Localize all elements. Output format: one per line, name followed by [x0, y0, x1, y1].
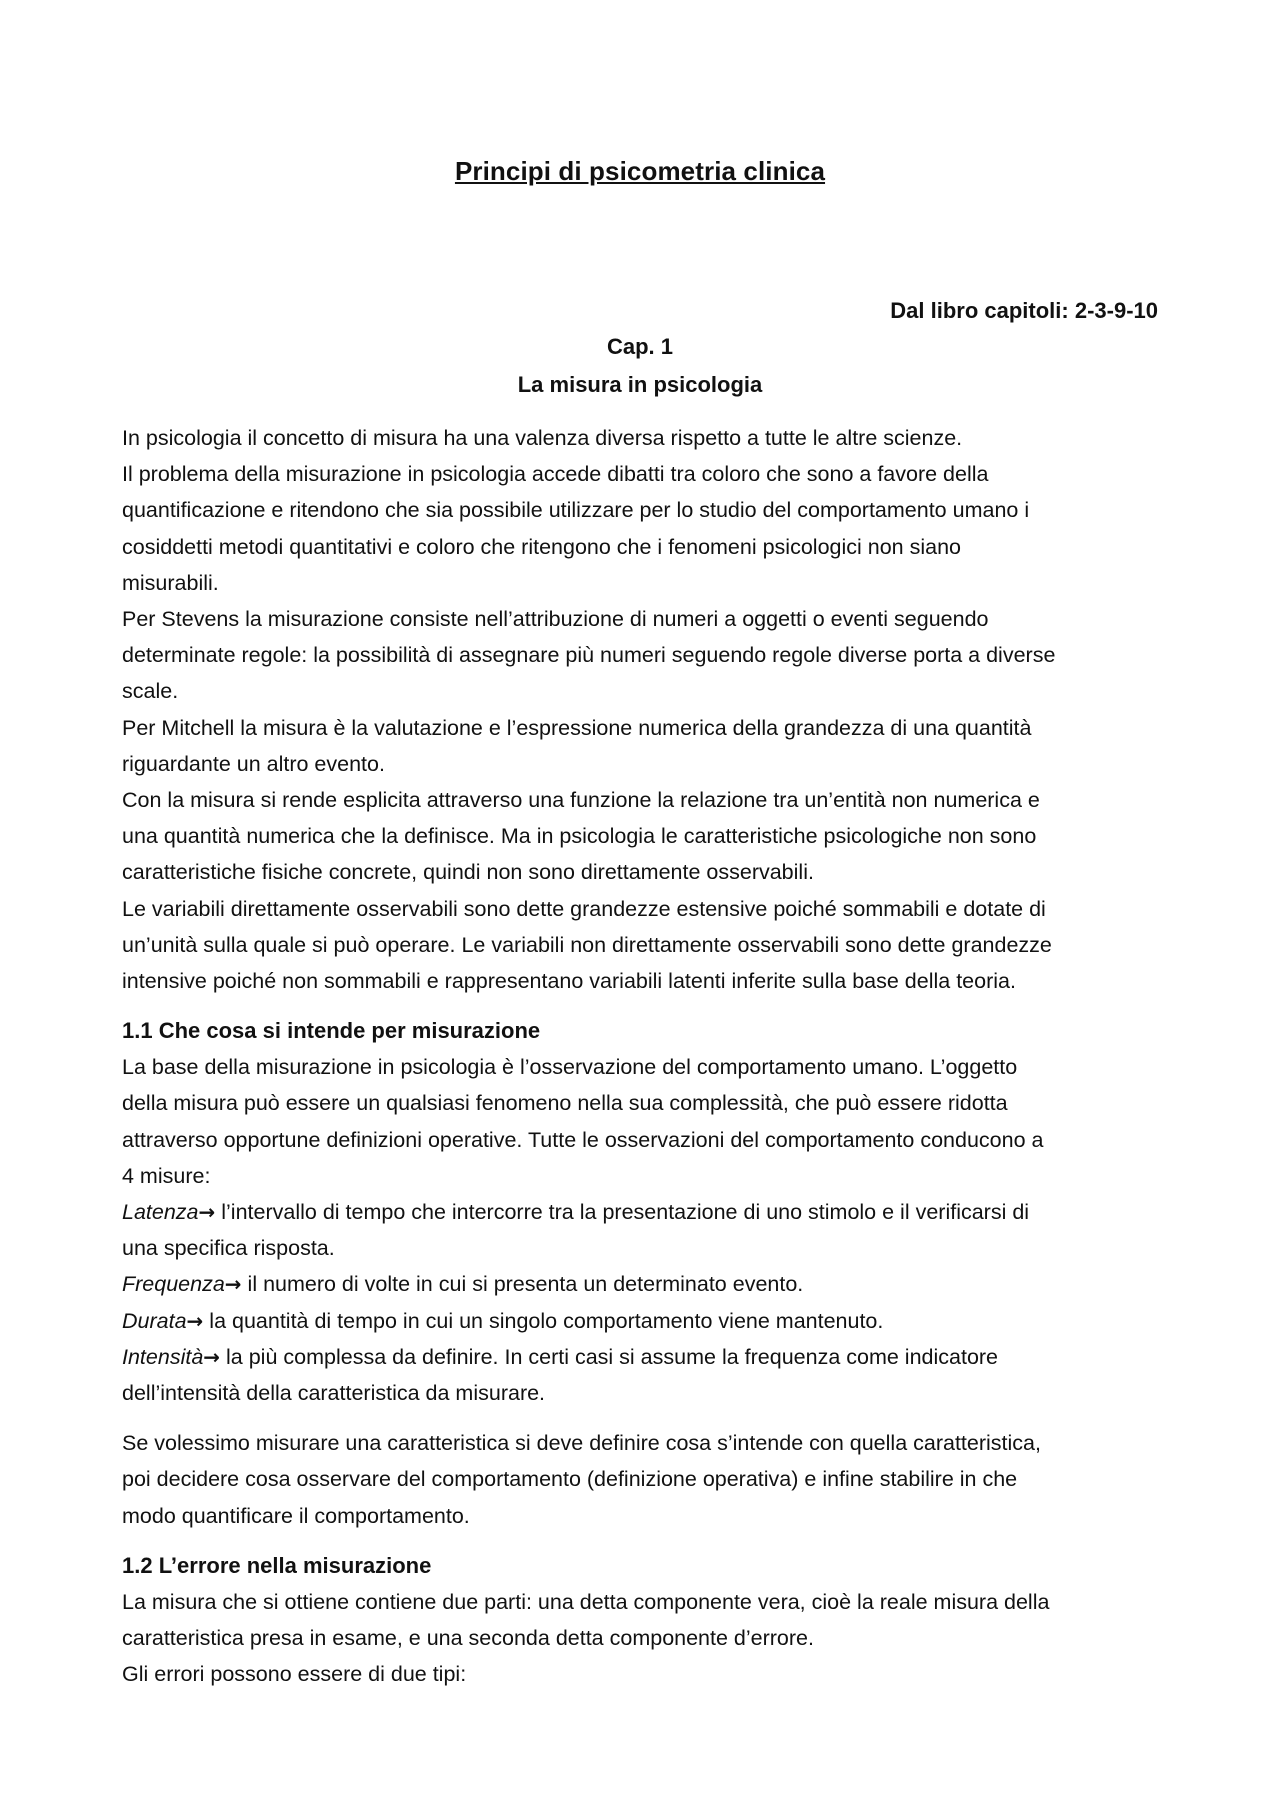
text-line: caratteristica presa in esame, e una seconda detta componente d’errore. — [122, 1626, 814, 1651]
text-line: La misura che si ottiene contiene due parti: una detta componente vera, cioè la reale misura della — [122, 1589, 1050, 1614]
text-line: Con la misura si rende esplicita attraverso una funzione la relazione tra un’entità non numerica e — [122, 788, 1040, 813]
text-line: modo quantificare il comportamento. — [122, 1503, 470, 1528]
intro-paragraph — [122, 420, 1158, 999]
measure-latenza — [122, 1194, 1158, 1230]
text-line: Per Mitchell la misura è la valutazione e l’espressione numerica della grandezza di una quantità — [122, 715, 1032, 740]
text-line: Le variabili direttamente osservabili sono dette grandezze estensive poiché sommabili e dotate di — [122, 896, 1046, 921]
chapter-title: La misura in psicologia — [517, 372, 763, 397]
text-line: quantificazione e ritendono che sia possibile utilizzare per lo studio del comportamento umano i — [122, 498, 1030, 523]
measure-term: Durata — [122, 1308, 187, 1333]
text-line: dell’intensità della caratteristica da misurare. — [122, 1381, 546, 1406]
section-1-1-closing-paragraph — [122, 1425, 1158, 1534]
text-line: intensive poiché non sommabili e rappresentano variabili latenti inferite sulla base della teoria. — [122, 969, 1016, 994]
measure-definition: il numero di volte in cui si presenta un determinato evento. — [241, 1272, 804, 1297]
section-heading-1-1: 1.1 Che cosa si intende per misurazione — [122, 1018, 541, 1044]
text-line: attraverso opportune definizioni operative. Tutte le osservazioni del comportamento conducono a — [122, 1127, 1044, 1152]
text-line: Se volessimo misurare una caratteristica si deve definire cosa s’intende con quella caratteristica, — [122, 1431, 1041, 1456]
section-1-2-paragraph — [122, 1584, 1158, 1693]
text-line: 4 misure: — [122, 1163, 211, 1188]
measure-term: Intensità — [122, 1344, 204, 1369]
text-line: La base della misurazione in psicologia è l’osservazione del comportamento umano. L’oggetto — [122, 1055, 1018, 1080]
measure-frequenza — [122, 1266, 1158, 1302]
text-line: della misura può essere un qualsiasi fenomeno nella sua complessità, che può essere ridotta — [122, 1091, 1008, 1116]
text-line: una quantità numerica che la definisce. Ma in psicologia le caratteristiche psicologiche non sono — [122, 824, 1037, 849]
measure-term: Latenza — [122, 1200, 199, 1225]
arrow-right-icon: → — [224, 1272, 242, 1297]
text-line: caratteristiche fisiche concrete, quindi non sono direttamente osservabili. — [122, 860, 814, 885]
measure-definition: la più complessa da definire. In certi casi si assume la frequenza come indicatore — [220, 1344, 999, 1369]
arrow-right-icon: → — [186, 1308, 204, 1333]
chapter-label: Cap. 1 — [606, 334, 674, 359]
text-line: misurabili. — [122, 570, 219, 595]
text-line: Gli errori possono essere di due tipi: — [122, 1662, 467, 1687]
measure-intensita — [122, 1339, 1158, 1375]
measure-definition: la quantità di tempo in cui un singolo comportamento viene mantenuto. — [203, 1308, 884, 1333]
text-line: Il problema della misurazione in psicologia accede dibatti tra coloro che sono a favore della — [122, 462, 989, 487]
text-line: riguardante un altro evento. — [122, 751, 385, 776]
text-line: poi decidere cosa osservare del comportamento (definizione operativa) e infine stabilire in che — [122, 1467, 1018, 1492]
arrow-right-icon: → — [198, 1200, 216, 1225]
text-line: una specifica risposta. — [122, 1236, 335, 1261]
text-line: Per Stevens la misurazione consiste nell’attribuzione di numeri a oggetti o eventi seguendo — [122, 607, 989, 632]
text-line: scale. — [122, 679, 179, 704]
text-line: In psicologia il concetto di misura ha una valenza diversa rispetto a tutte le altre scienze. — [122, 426, 963, 450]
text-line: cosiddetti metodi quantitativi e coloro che ritengono che i fenomeni psicologici non siano — [122, 534, 962, 559]
section-1-1-paragraph — [122, 1049, 1158, 1411]
text-line: determinate regole: la possibilità di assegnare più numeri seguendo regole diverse porta a diverse — [122, 643, 1056, 668]
arrow-right-icon: → — [203, 1344, 221, 1369]
section-heading-1-2: 1.2 L’errore nella misurazione — [122, 1552, 432, 1578]
measure-term: Frequenza — [122, 1272, 225, 1297]
document-title: Principi di psicometria clinica — [454, 156, 826, 186]
measure-durata — [122, 1303, 1158, 1339]
source-note: Dal libro capitoli: 2-3-9-10 — [890, 298, 1158, 323]
text-line: un’unità sulla quale si può operare. Le variabili non direttamente osservabili sono dette grandezze — [122, 932, 1052, 957]
measure-definition: l’intervallo di tempo che intercorre tra la presentazione di uno stimolo e il verificarsi di — [215, 1200, 1030, 1225]
